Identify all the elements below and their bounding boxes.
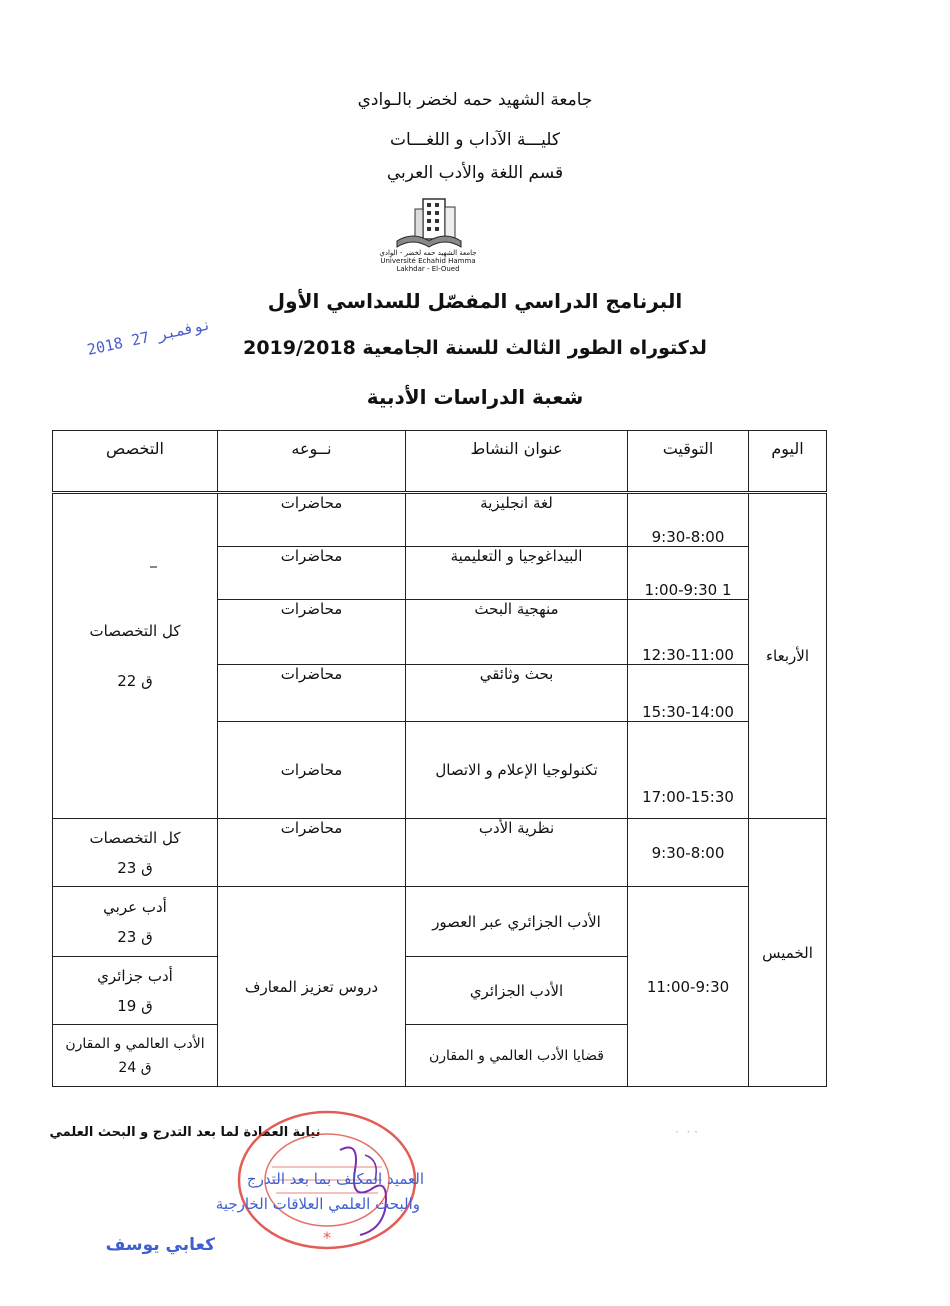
program-subtitle: لدكتوراه الطور الثالث للسنة الجامعية 2019/2018 — [243, 337, 707, 359]
time-cell: 9:30-8:00 — [628, 493, 749, 547]
type-cell: محاضرات — [218, 493, 406, 547]
table-row — [53, 493, 827, 547]
program-title: البرنامج الدراسي المفصّل للسداسي الأول — [267, 289, 683, 313]
specialty-cell-wednesday — [53, 493, 218, 819]
specialty-cell — [53, 957, 218, 1025]
header-day: اليوم — [749, 431, 827, 493]
type-cell: محاضرات — [218, 722, 406, 819]
specialty-label: أدب عربي — [103, 897, 167, 916]
type-cell: محاضرات — [218, 600, 406, 665]
logo-caption-ar: جامعة الشهيد حمه لخضر - الوادي — [379, 249, 477, 257]
type-cell: محاضرات — [218, 665, 406, 722]
activity-cell: منهجية البحث — [406, 600, 628, 665]
activity-cell: قضايا الأدب العالمي و المقارن — [406, 1025, 628, 1087]
specialty-label: الأدب العالمي و المقارن — [65, 1035, 205, 1052]
activity-cell: الأدب الجزائري — [406, 957, 628, 1025]
time-cell: 15:30-14:00 — [628, 665, 749, 722]
time-cell: 17:00-15:30 — [628, 722, 749, 819]
university-name: جامعة الشهيد حمه لخضر بالـوادي — [357, 90, 593, 110]
table-row — [53, 819, 827, 887]
specialty-cell — [53, 819, 218, 887]
department-name: قسم اللغة والأدب العربي — [386, 163, 564, 183]
specialty-cell — [53, 1025, 218, 1087]
signature-office: نيابة العمادة لما بعد التدرج و البحث العلمي — [49, 1125, 321, 1140]
schedule-table — [52, 430, 827, 1087]
time-cell: 9:30-8:00 — [628, 819, 749, 887]
scan-mark — [150, 566, 157, 568]
program-branch: شعبة الدراسات الأدبية — [366, 385, 584, 409]
activity-cell: الأدب الجزائري عبر العصور — [406, 887, 628, 957]
type-cell-group: دروس تعزيز المعارف — [218, 887, 406, 1087]
time-cell: 11:00-9:30 — [628, 887, 749, 1087]
logo-caption — [378, 249, 478, 273]
activity-cell: تكنولوجيا الإعلام و الاتصال — [406, 722, 628, 819]
date-stamp: 2018 نوفمبر 27 — [85, 315, 213, 359]
specialty-label: كل التخصصات — [89, 622, 181, 640]
room-label: ق 23 — [117, 858, 153, 877]
header-activity: عنوان النشاط — [406, 431, 628, 493]
day-cell-wednesday: الأربعاء — [749, 493, 827, 819]
time-cell: 12:30-11:00 — [628, 600, 749, 665]
day-cell-thursday: الخميس — [749, 819, 827, 1087]
header-specialty: التخصص — [53, 431, 218, 493]
scan-dots: · · · — [675, 1125, 698, 1139]
logo-caption-fr: Université Echahid Hamma Lakhdar - El-Oued — [380, 257, 476, 273]
room-label: ق 24 — [118, 1059, 152, 1076]
stamp-title-line1: العميد المكلف بما بعد التدرج — [246, 1170, 424, 1188]
header-type: نــوعه — [218, 431, 406, 493]
activity-cell: بحث وثائقي — [406, 665, 628, 722]
activity-cell: البيداغوجيا و التعليمية — [406, 547, 628, 600]
specialty-cell — [53, 887, 218, 957]
specialty-label: كل التخصصات — [89, 828, 181, 847]
header-time: التوقيت — [628, 431, 749, 493]
svg-text:*: * — [323, 1228, 331, 1247]
signatory-name: كعابي يوسف — [105, 1235, 215, 1255]
room-label: ق 23 — [117, 927, 153, 946]
table-header-row — [53, 431, 827, 493]
activity-cell: نظرية الأدب — [406, 819, 628, 887]
type-cell: محاضرات — [218, 547, 406, 600]
table-row — [53, 887, 827, 957]
faculty-name: كليـــة الآداب و اللغـــات — [390, 130, 560, 150]
specialty-label: أدب جزائري — [97, 966, 173, 985]
room-label: ق 22 — [117, 672, 153, 690]
stamp-title-line2: والبحث العلمي العلاقات الخارجية — [215, 1195, 420, 1213]
time-cell: 1 1:00-9:30 — [628, 547, 749, 600]
activity-cell: لغة انجليزية — [406, 493, 628, 547]
room-label: ق 19 — [117, 996, 153, 1015]
type-cell: محاضرات — [218, 819, 406, 887]
